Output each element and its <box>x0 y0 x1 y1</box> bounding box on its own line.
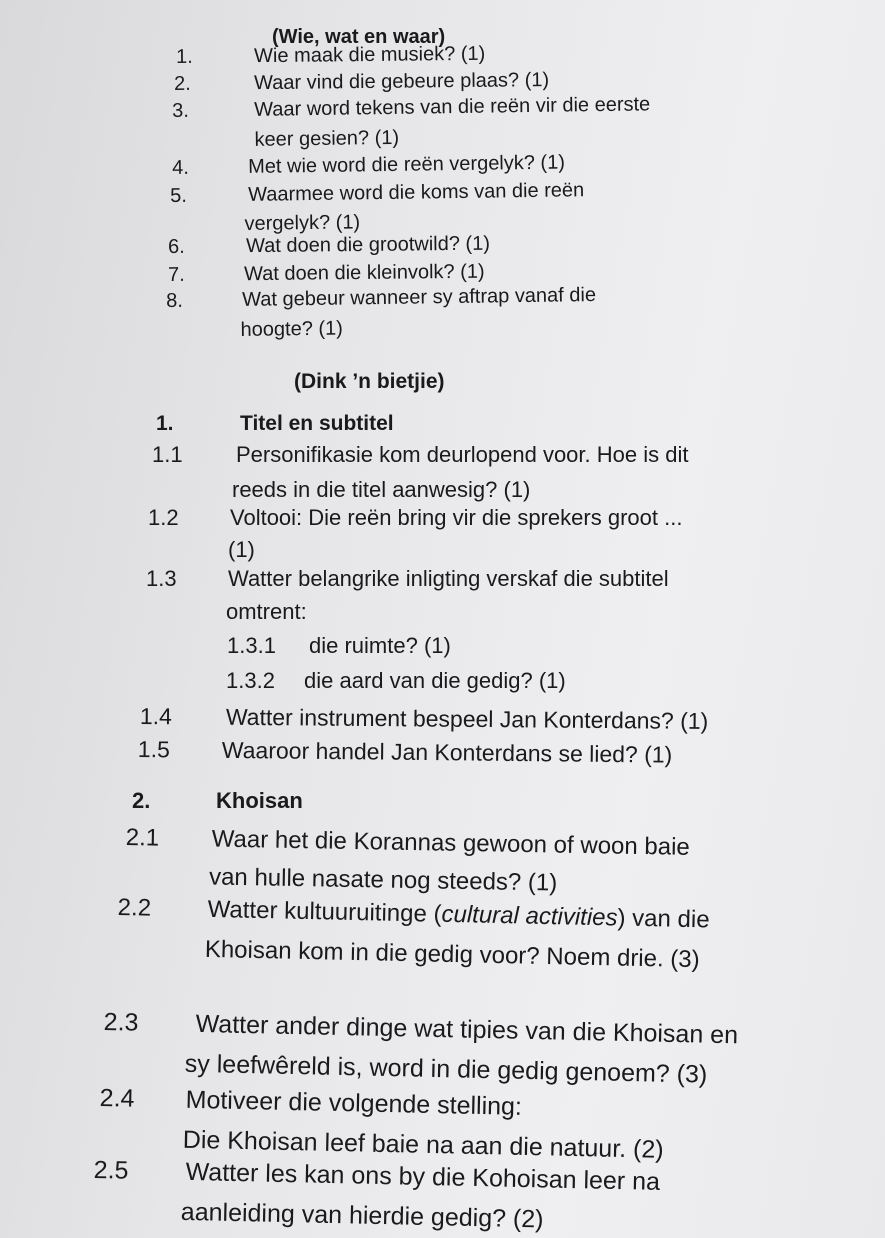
question-text-continued: omtrent: <box>226 599 307 624</box>
question-text <box>207 896 709 935</box>
question-text: Met wie word die reën vergelyk? (1) <box>247 151 566 178</box>
question-text: Wat gebeur wanneer sy aftrap vanaf die <box>241 283 597 311</box>
question-number: 1.3.1 <box>227 633 276 658</box>
section-heading-think-a-bit: (Dink ’n bietjie) <box>294 370 445 393</box>
question-text-continued: sy leefwêreld is, word in die gedig genoem? (3) <box>184 1049 708 1089</box>
question-text-continued: aanleiding van hierdie gedig? (2) <box>180 1197 544 1234</box>
question-number: 2.5 <box>93 1156 129 1185</box>
question-number: 2.1 <box>125 824 160 852</box>
question-text-continued: keer gesien? (1) <box>254 126 400 151</box>
question-text: die aard van die gedig? (1) <box>304 668 566 693</box>
question-text: Waar word tekens van die reën vir die eerste <box>253 93 651 121</box>
question-text-continued: vergelyk? (1) <box>244 211 361 235</box>
question-number: 4. <box>172 156 189 179</box>
question-text-continued: Khoisan kom in die gedig voor? Noem drie. (3) <box>204 935 700 974</box>
question-number: 2.2 <box>117 894 152 922</box>
question-number: 7. <box>168 263 185 286</box>
question-text: Wat doen die grootwild? (1) <box>245 232 491 258</box>
question-text: Watter instrument bespeel Jan Konterdans? (1) <box>225 703 709 734</box>
question-text: Waarmee word die koms van die reën <box>247 179 585 206</box>
question-text: Wie maak die musiek? (1) <box>253 42 486 68</box>
question-text: Wat doen die kleinvolk? (1) <box>243 260 485 286</box>
question-number: 5. <box>170 184 187 207</box>
question-number: 2. <box>174 72 191 95</box>
question-number: 2.4 <box>99 1084 135 1113</box>
question-number: 1.3.2 <box>226 668 275 693</box>
subsection-title: Titel en subtitel <box>240 412 394 435</box>
question-number: 1.5 <box>137 736 170 763</box>
question-text-part: ) van die <box>617 904 710 934</box>
question-text: Voltooi: Die reën bring vir die sprekers groot ... <box>230 505 683 530</box>
question-text: Waaroor handel Jan Konterdans se lied? (1) <box>221 736 673 768</box>
section-heading-who-what-where: (Wie, wat en waar) <box>272 26 446 48</box>
question-text: Watter les kan ons by die Kohoisan leer na <box>185 1157 661 1196</box>
question-number: 2. <box>132 788 151 813</box>
question-number: 1.2 <box>148 505 179 530</box>
subsection-title: Khoisan <box>216 788 303 813</box>
question-number: 1.3 <box>146 566 177 591</box>
question-text: Waar vind die gebeure plaas? (1) <box>253 69 550 95</box>
question-number: 1. <box>156 412 174 435</box>
question-number: 1.4 <box>139 703 172 730</box>
english-translation: cultural activities <box>441 900 618 932</box>
question-text: Watter ander dinge wat tipies van die Khoisan en <box>195 1009 739 1050</box>
question-number: 1.1 <box>152 442 183 467</box>
question-text-part: Watter kultuuruitinge ( <box>207 895 442 928</box>
question-text: Motiveer die volgende stelling: <box>185 1085 523 1121</box>
question-number: 6. <box>168 235 185 258</box>
question-text-continued: Die Khoisan leef baie na aan die natuur. (2) <box>182 1125 664 1164</box>
question-text: die ruimte? (1) <box>309 633 451 658</box>
question-text: Waar het die Korannas gewoon of woon baie <box>211 825 691 861</box>
question-text-continued: (1) <box>228 537 255 562</box>
question-number: 3. <box>172 99 189 122</box>
question-text: Personifikasie kom deurlopend voor. Hoe is dit <box>236 442 689 467</box>
question-text-continued: hoogte? (1) <box>240 317 344 341</box>
question-number: 2.3 <box>103 1008 139 1037</box>
question-number: 1. <box>176 45 193 68</box>
question-text-continued: van hulle nasate nog steeds? (1) <box>208 863 558 897</box>
question-text-continued: reeds in die titel aanwesig? (1) <box>232 477 531 502</box>
question-text: Watter belangrike inligting verskaf die subtitel <box>228 566 669 591</box>
question-number: 8. <box>166 289 183 312</box>
